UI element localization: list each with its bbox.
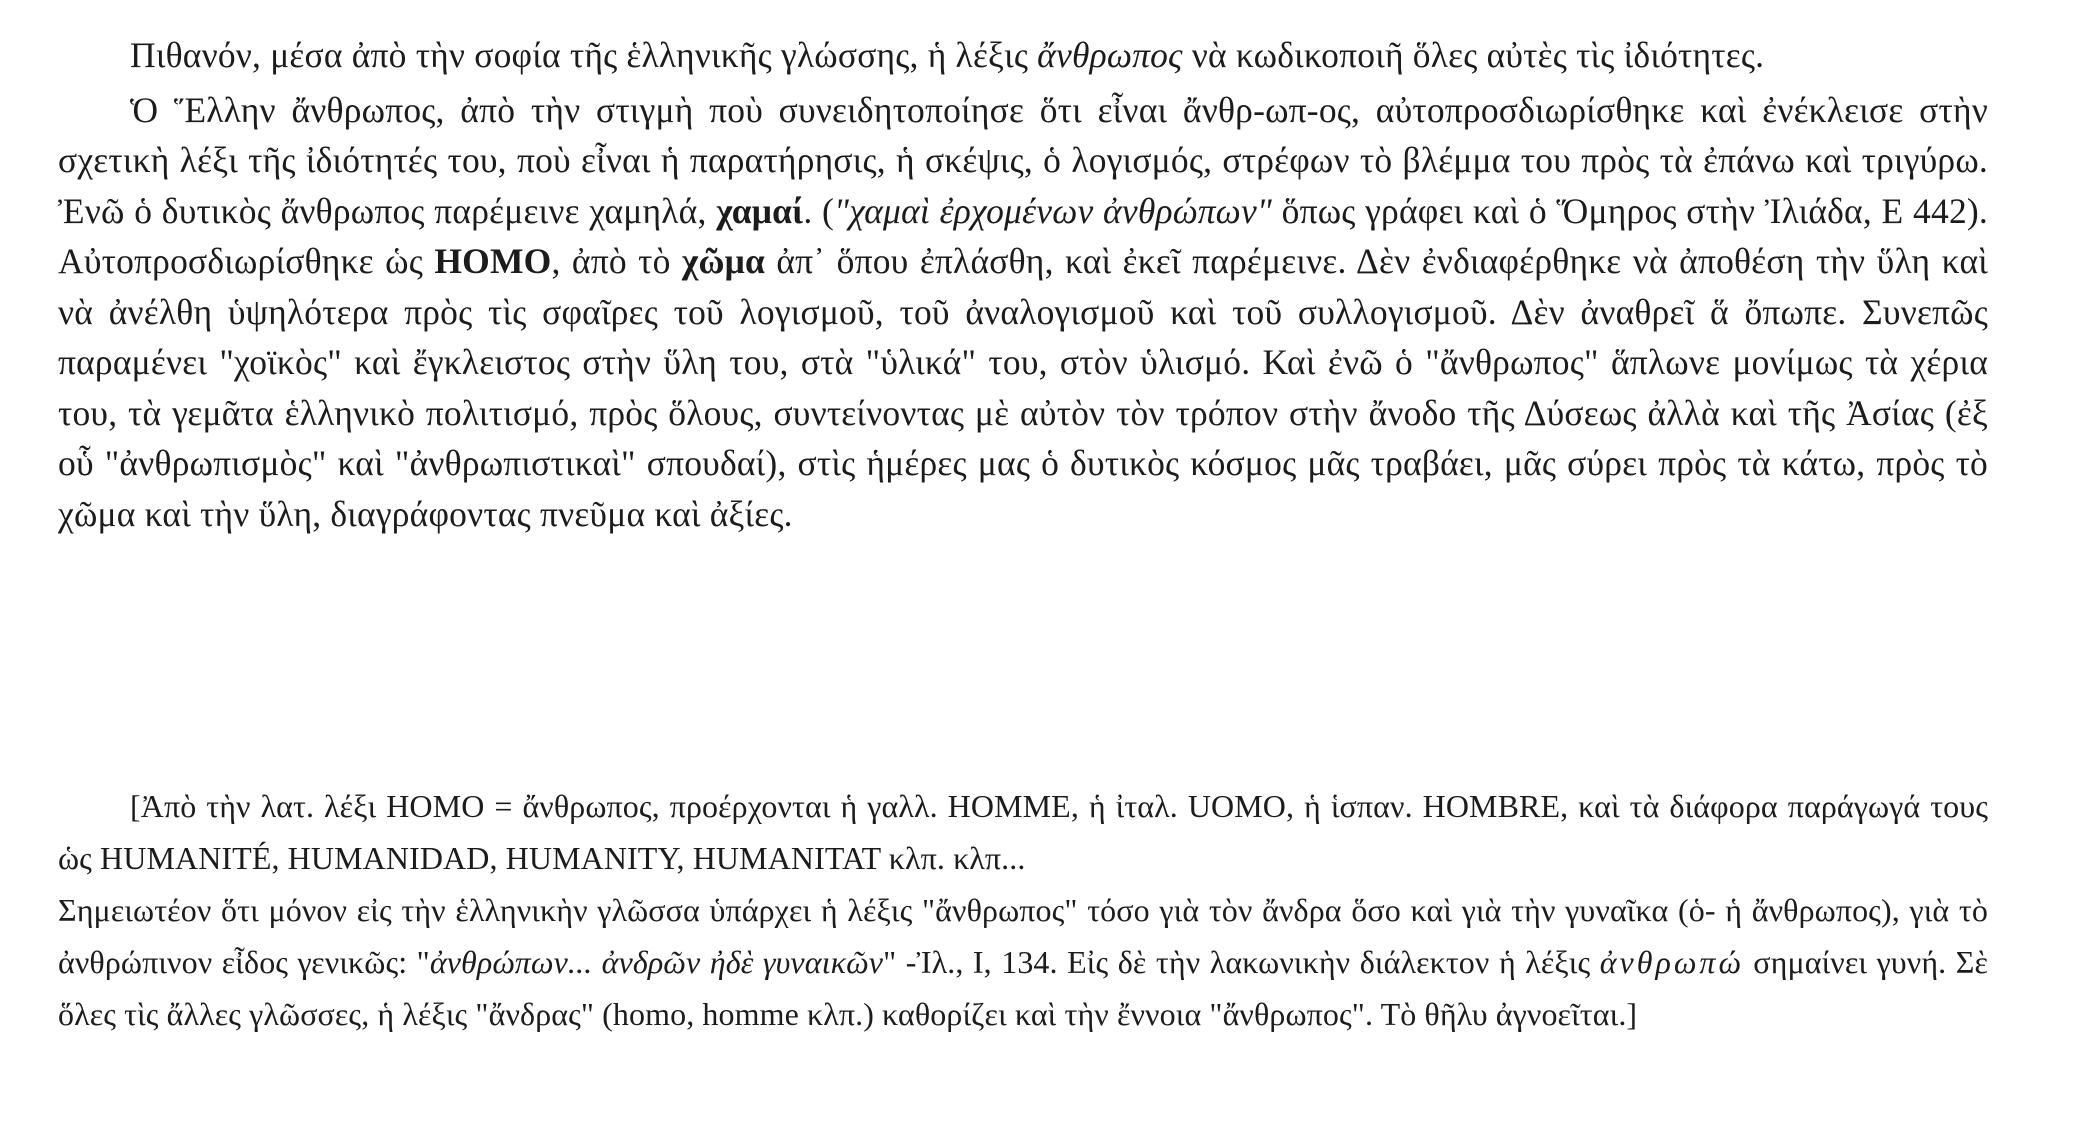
p1-text-2: νὰ κωδικοποιῆ ὅλες αὐτὲς τὶς ἰδιότητες. (1182, 35, 1765, 75)
p2-bold-choma: χῶμα (681, 241, 765, 281)
note-text-a: Σημειωτέον ὅτι μόνον εἰς τὴν ἑλληνικὴν γλῶσσα ὑπάρχει ἡ λέξις "ἄνθρωπος" τόσο γιὰ τὸν ἄνδρα ὅσο καὶ γιὰ τὴν γυναῖκα (ὁ- ἡ ἄνθρωπος), γιὰ τὸ ἀνθρώπινον εἶδος γενικῶς: " (58, 892, 1988, 980)
p2-bold-chamai: χαμαί (716, 190, 804, 231)
p2-text-4: , ἀπὸ τὸ (551, 241, 682, 281)
note-paragraph-2 (58, 884, 1988, 1040)
main-text-block (58, 30, 1988, 543)
note-italic-quote: ἀνθρώπων... ἀνδρῶν ἠδὲ γυναικῶν (429, 944, 884, 980)
paragraph-2 (58, 85, 1988, 540)
bracket-note (58, 780, 1988, 1040)
paragraph-1 (58, 30, 1988, 81)
p2-text-2: . ( (803, 190, 835, 231)
p2-text-5: ἀπ᾽ ὅπου ἐπλάσθη, καὶ ἐκεῖ παρέμεινε. Δὲν ἐνδιαφέρθηκε νὰ ἀποθέση τὴν ὕλη καὶ νὰ ἀνέλθη ὑψηλότερα πρὸς τὶς σφαῖρες τοῦ λογισμοῦ, τοῦ ἀναλογισμοῦ καὶ τοῦ συλλογισμοῦ. Δὲν ἀναθρεῖ ἅ ὄπωπε. Συνεπῶς παραμένει "χοϊκὸς" καὶ ἔγκλειστος στὴν ὕλη του, στὰ "ὑλικά" του, στὸν ὑλισμό. Καὶ ἐνῶ ὁ "ἄνθρωπος" ἅπλωνε μονίμως τὰ χέρια του, τὰ γεμᾶτα ἑλληνικὸ πολιτισμό, πρὸς ὅλους, συντείνοντας μὲ αὐτὸν τὸν τρόπον στὴν ἄνοδο τῆς Δύσεως ἀλλὰ καὶ τῆς Ἀσίας (ἐξ οὗ "ἀνθρωπισμὸς" καὶ "ἀνθρωπιστικαὶ" σπουδαί), στὶς ἡμέρες μας ὁ δυτικὸς κόσμος μᾶς τραβάει, μᾶς σύρει πρὸς τὰ κάτω, πρὸς τὸ χῶμα καὶ τὴν ὕλη, διαγράφοντας πνεῦμα καὶ ἀξίες. (58, 241, 1988, 534)
note-text-b: " -Ἰλ., Ι, 134. Εἰς δὲ τὴν λακωνικὴν διάλεκτον ἡ λέξις (883, 944, 1600, 980)
p1-italic-anthropos: ἄνθρωπος (1037, 35, 1183, 75)
p2-text-1: Ὁ Ἕλλην ἄνθρωπος, ἀπὸ τὴν στιγμὴ ποὺ συνειδητοποίησε ὅτι εἶναι ἄνθρ-ωπ-ος, αὐτοπροσδιωρίσθηκε καὶ ἐνέκλεισε στὴν σχετικὴ λέξι τῆς ἰδιότητές του, ποὺ εἶναι ἡ παρατήρησις, ἡ σκέψις, ὁ λογισμός, στρέφων τὸ βλέμμα του πρὸς τὰ ἐπάνω καὶ τριγύρω. Ἐνῶ ὁ δυτικὸς ἄνθρωπος παρέμεινε χαμηλά, (58, 89, 1988, 231)
p2-text-3: ὅπως γράφει καὶ ὁ Ὅμηρος στὴν Ἰλιάδα, Ε 442). Αὐτοπροσδιωρίσθηκε ὡς (58, 190, 1989, 281)
p2-bold-homo: HOMO (434, 241, 552, 281)
p1-text-1: Πιθανόν, μέσα ἀπὸ τὴν σοφία τῆς ἑλληνικῆς γλώσσης, ἡ λέξις (130, 35, 1038, 75)
p2-italic-quote: "χαμαὶ ἐρχομένων ἀνθρώπων" (834, 190, 1273, 231)
note-line-1: [Ἀπὸ τὴν λατ. λέξι HOMO = ἄνθρωπος, προέρχονται ἡ γαλλ. HOMME, ἡ ἰταλ. UOMO, ἡ ἱσπαν. HOMBRE, καὶ τὰ διάφορα παράγωγά τους ὡς HUMANITÉ, HUMANIDAD, HUMANITY, HUMANITAT κλπ. κλπ... (58, 788, 1988, 876)
note-text-c: σημαίνει γυνή. Σὲ ὅλες τὶς ἄλλες γλῶσσες, ἡ λέξις "ἄνδρας" (homo, homme κλπ.) καθορίζει καὶ τὴν ἔννοια "ἄνθρωπος". Τὸ θῆλυ ἀγνοεῖται.] (58, 944, 1988, 1032)
note-italic-anthropo: ἀνθρωπώ (1599, 944, 1744, 980)
